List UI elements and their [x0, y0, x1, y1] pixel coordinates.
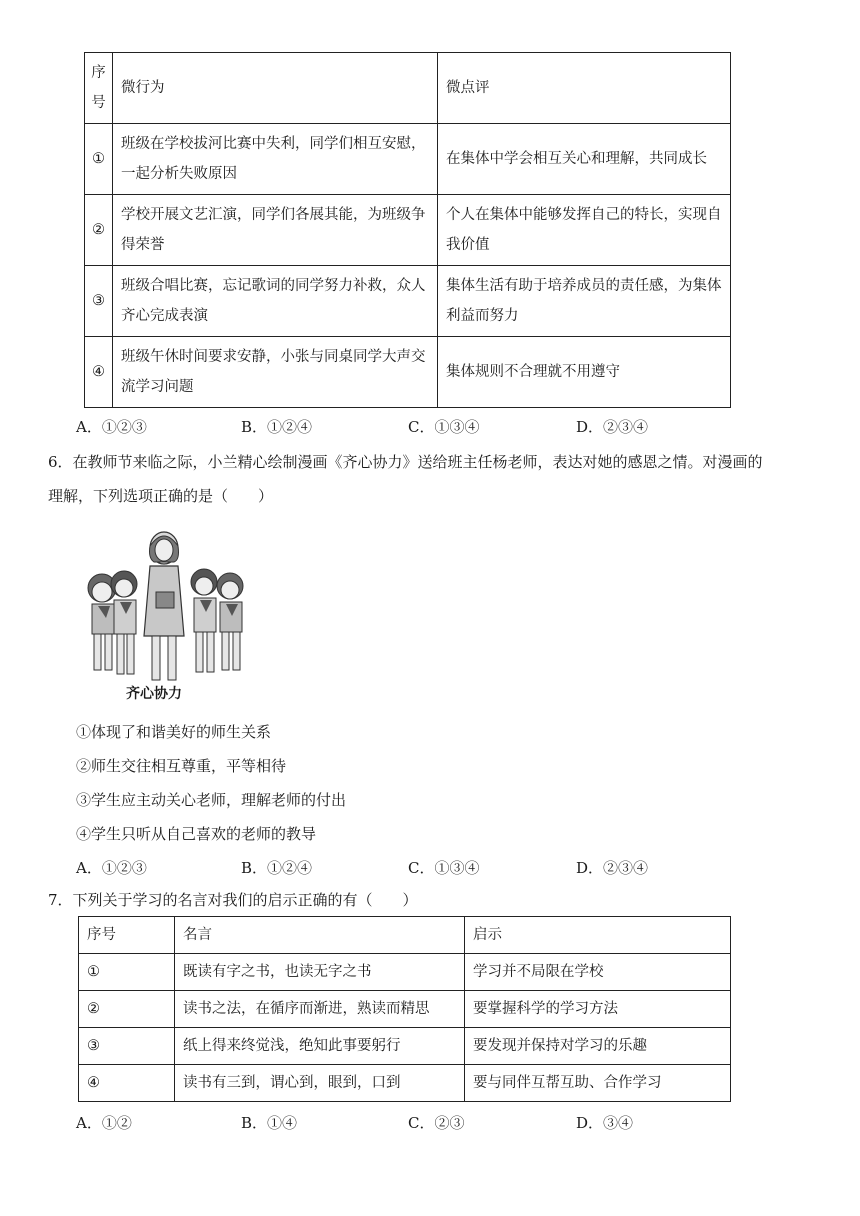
table-row [85, 195, 731, 266]
q6-item-2: ②师生交往相互尊重，平等相待 [76, 757, 287, 775]
q6-item-3: ③学生应主动关心老师，理解老师的付出 [76, 791, 347, 809]
row-no: ④ [85, 337, 113, 408]
option-d[interactable]: D．②③④ [576, 418, 649, 436]
table-row [85, 266, 731, 337]
option-a[interactable]: A．①②③ [76, 418, 147, 436]
row-quote: 读书有三到，谓心到，眼到，口到 [175, 1065, 465, 1102]
row-no: ③ [79, 1028, 175, 1065]
table-row [79, 1028, 731, 1065]
row-comment: 集体生活有助于培养成员的责任感，为集体利益而努力 [438, 266, 731, 337]
q7-header-insight: 启示 [465, 917, 731, 954]
option-d[interactable]: D．②③④ [576, 859, 649, 877]
option-b[interactable]: B．①②④ [241, 418, 313, 436]
table-row [79, 954, 731, 991]
row-no: ① [79, 954, 175, 991]
row-insight: 学习并不局限在学校 [465, 954, 731, 991]
option-d[interactable]: D．③④ [576, 1114, 634, 1132]
row-no: ③ [85, 266, 113, 337]
option-c[interactable]: C．②③ [408, 1114, 465, 1132]
option-a[interactable]: A．①②③ [76, 859, 147, 877]
q6-item-1: ①体现了和谐美好的师生关系 [76, 723, 272, 741]
table-row [79, 1065, 731, 1102]
row-quote: 读书之法，在循序而渐进，熟读而精思 [175, 991, 465, 1028]
row-no: ④ [79, 1065, 175, 1102]
cartoon-caption: 齐心协力 [126, 686, 182, 702]
q5-header-comment: 微点评 [438, 53, 731, 124]
table-row [85, 337, 731, 408]
option-a[interactable]: A．①② [76, 1114, 132, 1132]
row-action: 班级合唱比赛，忘记歌词的同学努力补救，众人齐心完成表演 [113, 266, 438, 337]
row-action: 班级在学校拔河比赛中失利，同学们相互安慰，一起分析失败原因 [113, 124, 438, 195]
row-no: ① [85, 124, 113, 195]
q7-header-quote: 名言 [175, 917, 465, 954]
q7-table-header [79, 917, 731, 954]
row-comment: 在集体中学会相互关心和理解，共同成长 [438, 124, 731, 195]
cartoon-illustration [80, 526, 260, 706]
q6-stem-line1: 6．在教师节来临之际，小兰精心绘制漫画《齐心协力》送给班主任杨老师，表达对她的感恩之情。对漫画的 [48, 453, 763, 471]
q7-table [78, 916, 731, 1102]
row-quote: 既读有字之书，也读无字之书 [175, 954, 465, 991]
row-insight: 要掌握科学的学习方法 [465, 991, 731, 1028]
row-no: ② [79, 991, 175, 1028]
option-b[interactable]: B．①②④ [241, 859, 313, 877]
row-comment: 集体规则不合理就不用遵守 [438, 337, 731, 408]
q5-header-action: 微行为 [113, 53, 438, 124]
table-row [85, 124, 731, 195]
row-comment: 个人在集体中能够发挥自己的特长，实现自我价值 [438, 195, 731, 266]
row-insight: 要与同伴互帮互助、合作学习 [465, 1065, 731, 1102]
option-c[interactable]: C．①③④ [408, 418, 480, 436]
row-action: 学校开展文艺汇演，同学们各展其能，为班级争得荣誉 [113, 195, 438, 266]
row-insight: 要发现并保持对学习的乐趣 [465, 1028, 731, 1065]
row-quote: 纸上得来终觉浅，绝知此事要躬行 [175, 1028, 465, 1065]
q7-header-no: 序号 [79, 917, 175, 954]
q5-table [84, 52, 731, 408]
row-no: ② [85, 195, 113, 266]
q6-stem-line2: 理解，下列选项正确的是（ ） [48, 487, 274, 505]
q7-stem: 7．下列关于学习的名言对我们的启示正确的有（ ） [48, 891, 418, 909]
option-b[interactable]: B．①④ [241, 1114, 298, 1132]
q5-table-header [85, 53, 731, 124]
q6-item-4: ④学生只听从自己喜欢的老师的教导 [76, 825, 317, 843]
option-c[interactable]: C．①③④ [408, 859, 480, 877]
table-row [79, 991, 731, 1028]
row-action: 班级午休时间要求安静，小张与同桌同学大声交流学习问题 [113, 337, 438, 408]
q5-header-no: 序 号 [85, 53, 113, 124]
